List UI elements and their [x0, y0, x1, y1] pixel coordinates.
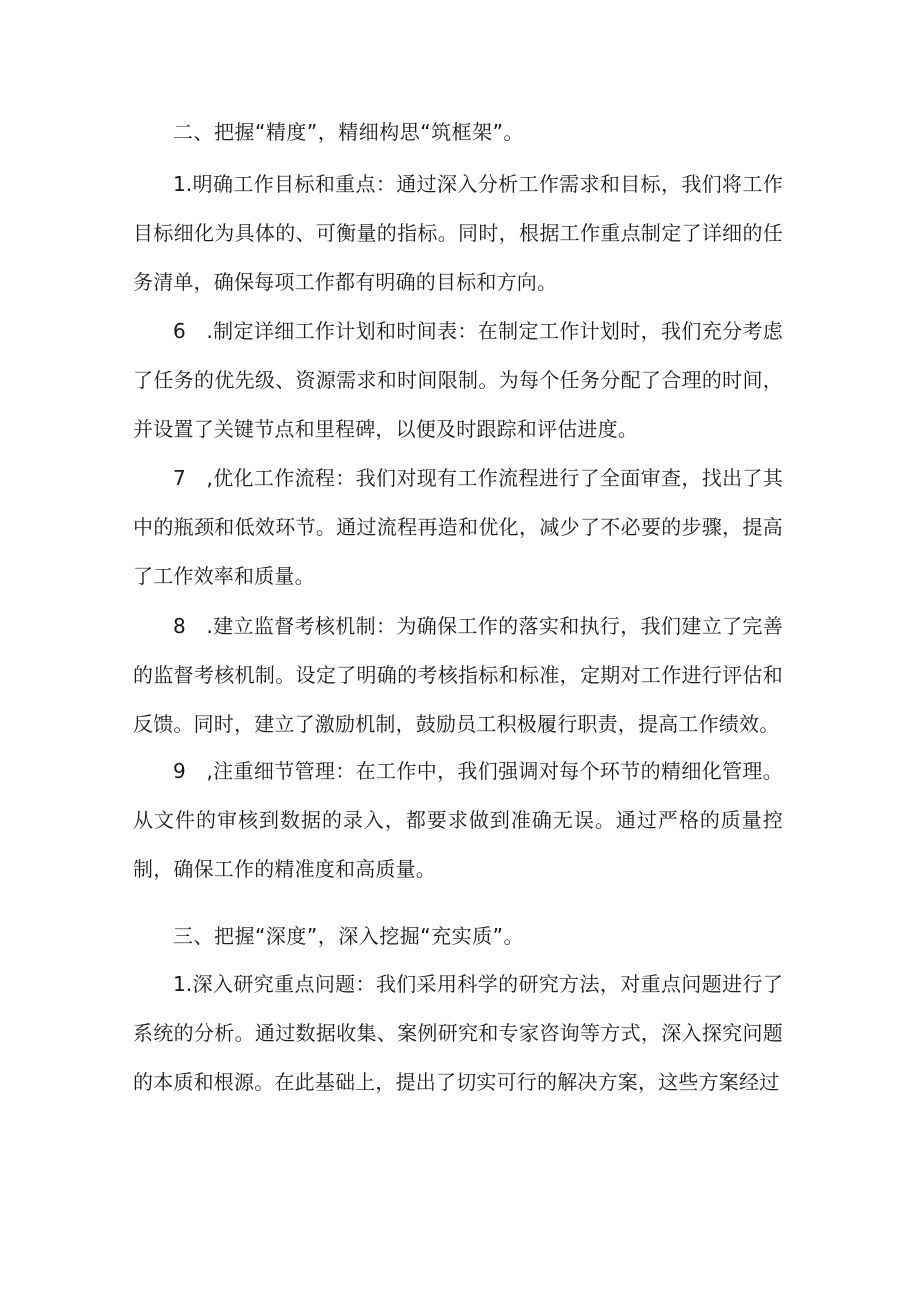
section-2-paragraph-5: 9 ,注重细节管理：在工作中，我们强调对每个环节的精细化管理。从文件的审核到数据的录入，都要求做到准确无误。通过严格的质量控制，确保工作的精准度和高质量。: [133, 759, 783, 881]
section-2-paragraph-2: 6 .制定详细工作计划和时间表：在制定工作计划时，我们充分考虑了任务的优先级、资源需求和时间限制。为每个任务分配了合理的时间，并设置了关键节点和里程碑，以便及时跟踪和评估进度。: [133, 319, 783, 441]
section-3-heading: 三、把握“深度”，深入挖掘“充实质”。: [173, 924, 524, 948]
section-2-heading: 二、把握“精度”，精细构思“筑框架”。: [173, 120, 524, 144]
section-2-paragraph-3: 7 ,优化工作流程：我们对现有工作流程进行了全面审查，找出了其中的瓶颈和低效环节。通过流程再造和优化，减少了不必要的步骤，提高了工作效率和质量。: [133, 466, 783, 588]
section-3-paragraph-1: 1.深入研究重点问题：我们采用科学的研究方法，对重点问题进行了系统的分析。通过数据收集、案例研究和专家咨询等方式，深入探究问题的本质和根源。在此基础上，提出了切实可行的解决方案，这些方案经过: [133, 972, 783, 1094]
section-2-paragraph-1: 1.明确工作目标和重点：通过深入分析工作需求和目标，我们将工作目标细化为具体的、可衡量的指标。同时，根据工作重点制定了详细的任务清单，确保每项工作都有明确的目标和方向。: [133, 172, 783, 294]
section-2-paragraph-4: 8 .建立监督考核机制：为确保工作的落实和执行，我们建立了完善的监督考核机制。设定了明确的考核指标和标准，定期对工作进行评估和反馈。同时，建立了激励机制，鼓励员工积极履行职责，提高工作绩效。: [133, 614, 783, 736]
